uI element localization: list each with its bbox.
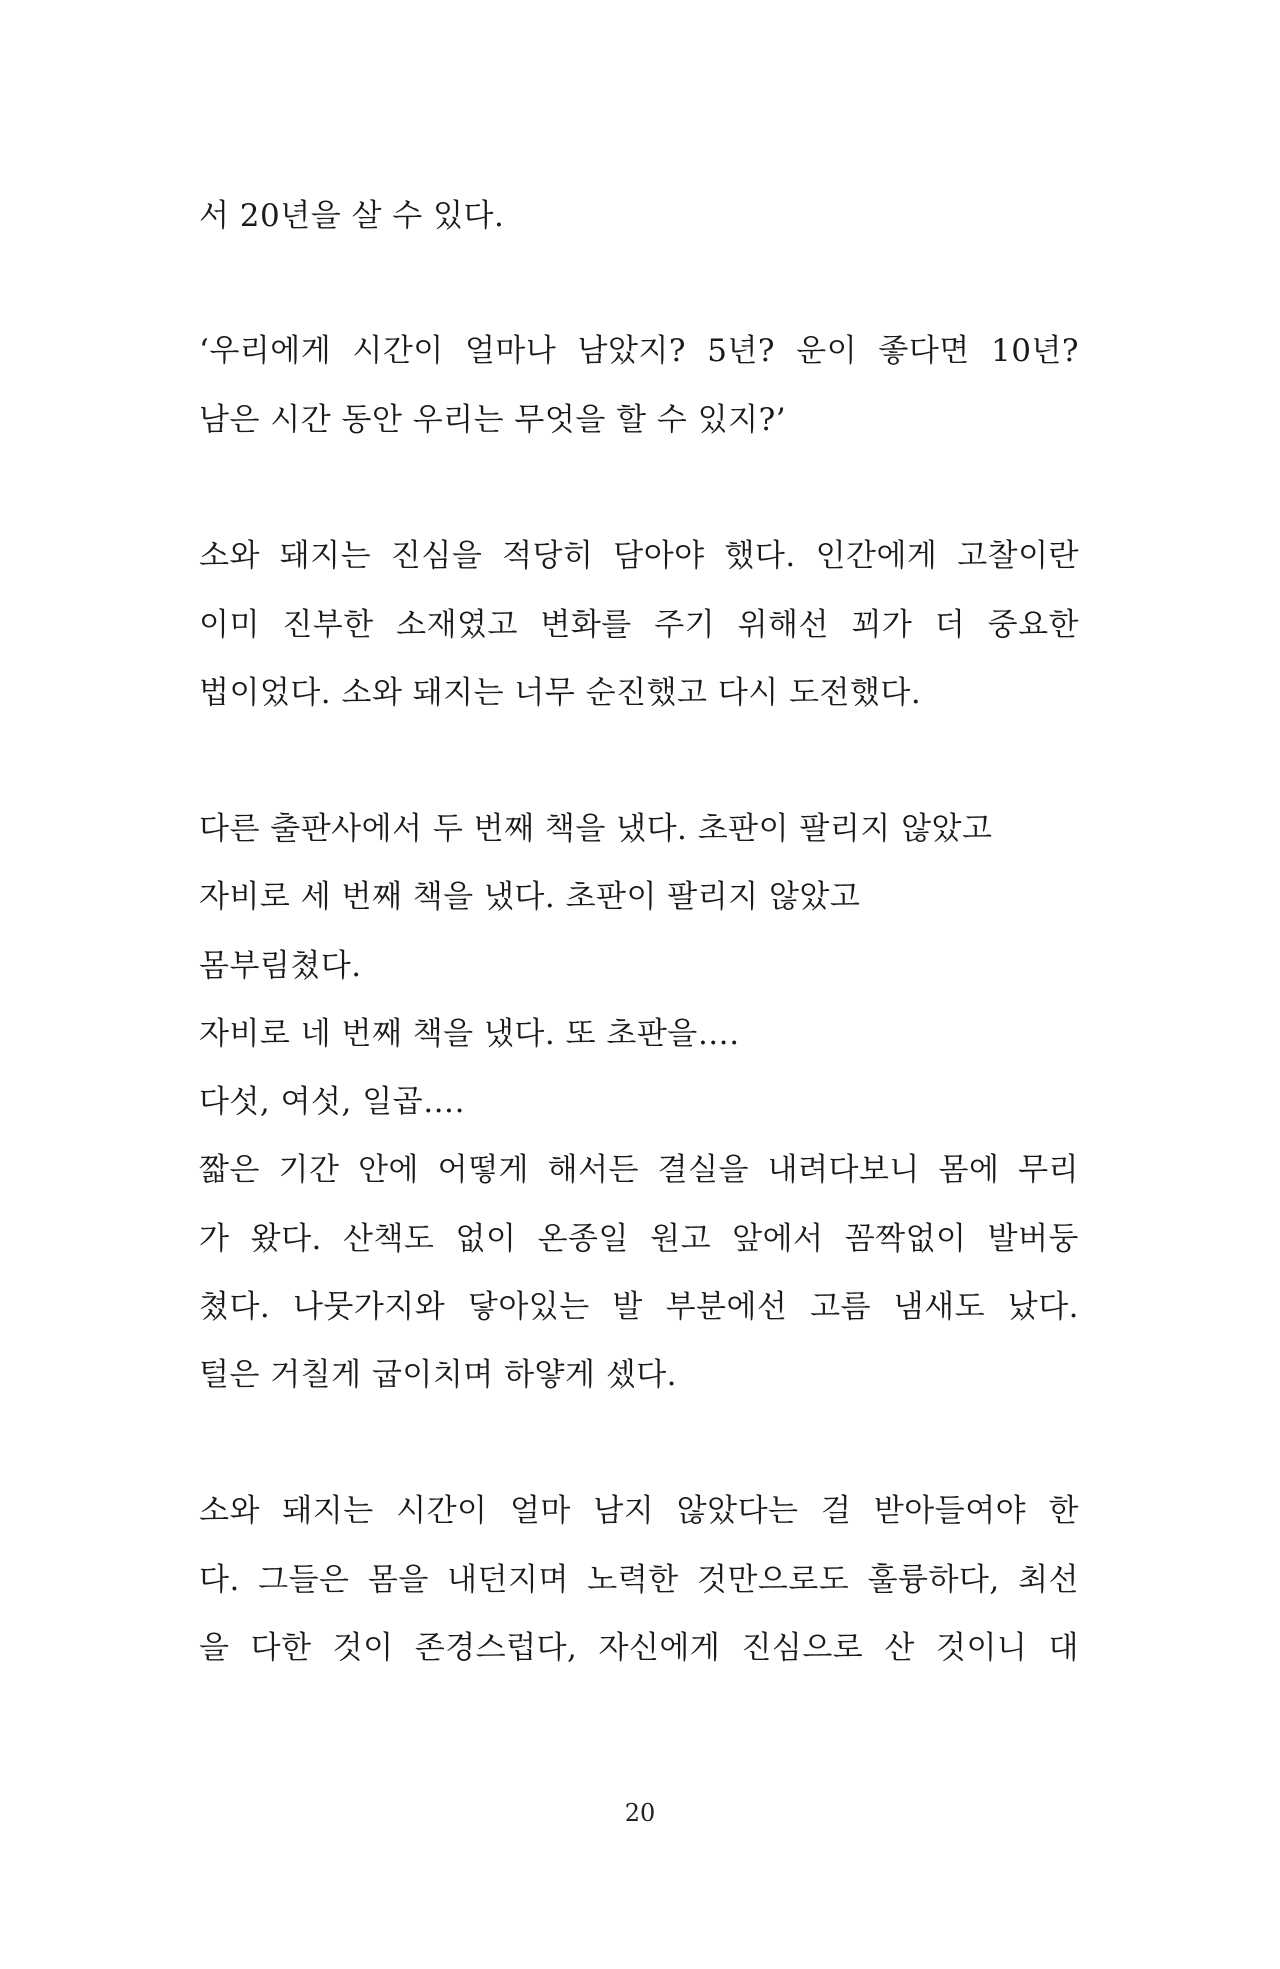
text-line: 자비로 세 번째 책을 냈다. 초판이 팔리지 않았고 xyxy=(199,879,861,915)
text-line: 짧은 기간 안에 어떻게 해서든 결실을 내려다보니 몸에 무리 xyxy=(199,1152,1079,1188)
text-line: 몸부림쳤다. xyxy=(199,948,362,984)
text-line: 다섯, 여섯, 일곱…. xyxy=(199,1084,465,1120)
text-line: 법이었다. 소와 돼지는 너무 순진했고 다시 도전했다. xyxy=(199,675,922,711)
text-line: 가 왔다. 산책도 없이 온종일 원고 앞에서 꼼짝없이 발버둥 xyxy=(199,1221,1079,1257)
text-line: 을 다한 것이 존경스럽다, 자신에게 진심으로 산 것이니 대 xyxy=(199,1630,1079,1666)
text-line: 남은 시간 동안 우리는 무엇을 할 수 있지?’ xyxy=(199,402,787,438)
text-line: 이미 진부한 소재였고 변화를 주기 위해선 꾀가 더 중요한 xyxy=(199,607,1079,643)
text-line: 다른 출판사에서 두 번째 책을 냈다. 초판이 팔리지 않았고 xyxy=(199,811,993,847)
text-line: ‘우리에게 시간이 얼마나 남았지? 5년? 운이 좋다면 10년? xyxy=(199,333,1079,369)
text-line: 쳤다. 나뭇가지와 닿아있는 발 부분에선 고름 냄새도 났다. xyxy=(199,1289,1079,1325)
text-line: 털은 거칠게 굽이치며 하얗게 셌다. xyxy=(199,1357,678,1393)
text-line: 자비로 네 번째 책을 냈다. 또 초판을…. xyxy=(199,1016,740,1052)
page-number: 20 xyxy=(624,1799,656,1827)
text-line: 다. 그들은 몸을 내던지며 노력한 것만으로도 훌륭하다, 최선 xyxy=(199,1562,1079,1598)
text-line: 소와 돼지는 진심을 적당히 담아야 했다. 인간에게 고찰이란 xyxy=(199,538,1079,574)
text-line: 서 20년을 살 수 있다. xyxy=(199,198,505,234)
text-line: 소와 돼지는 시간이 얼마 남지 않았다는 걸 받아들여야 한 xyxy=(199,1493,1079,1529)
